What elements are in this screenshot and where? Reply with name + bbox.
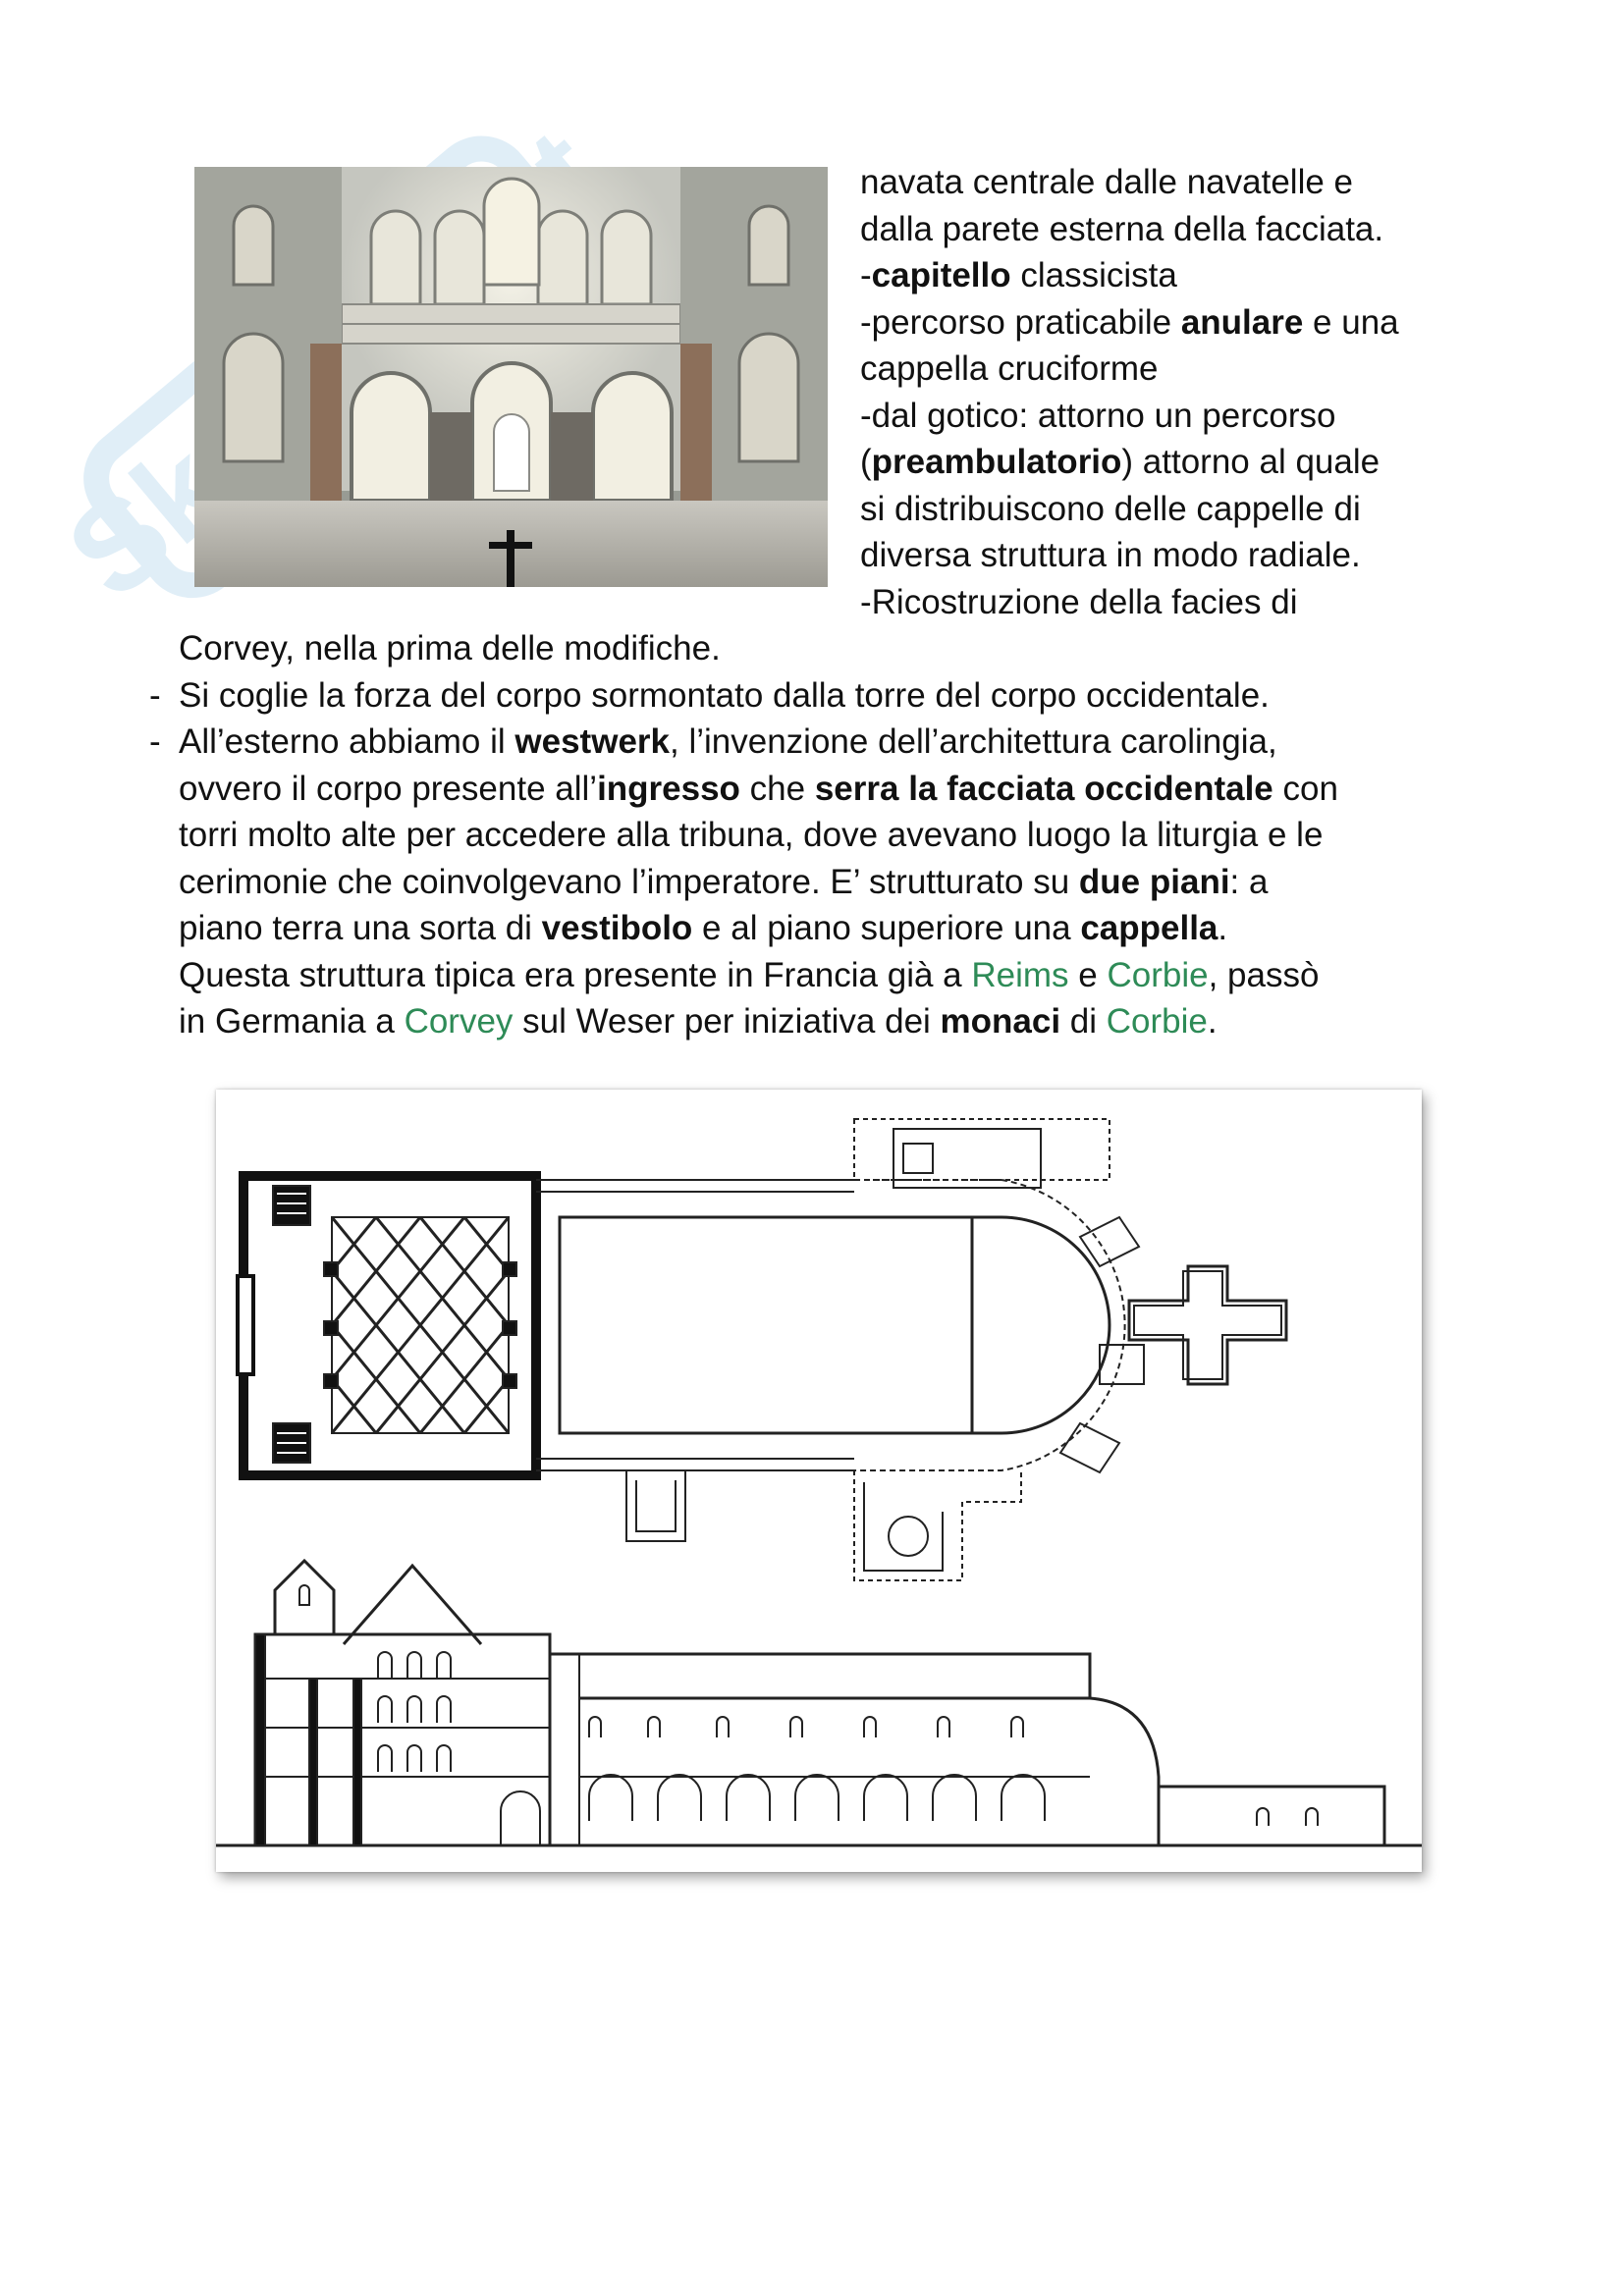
text-run: ) attorno al quale — [1121, 443, 1380, 481]
text-run: , passò — [1208, 955, 1320, 994]
text-run: - — [860, 256, 872, 294]
text-run: Si coglie la forza del corpo sormontato dalla torre del corpo occidentale. — [179, 675, 1270, 715]
text-run: navata centrale dalle navatelle e — [860, 163, 1354, 201]
text-run: cerimonie che coinvolgevano l’imperatore. E’ strutturato su — [179, 862, 1079, 901]
bullet-dash: - — [149, 722, 161, 761]
text-line — [860, 252, 1399, 299]
text-line — [860, 346, 1399, 393]
place-name: Reims — [971, 955, 1069, 994]
church-interior-photo — [194, 167, 828, 587]
text-run: -percorso praticabile — [860, 302, 1181, 342]
text-line — [149, 766, 1338, 813]
text-run: . — [1218, 909, 1228, 947]
bullet-line — [149, 672, 1338, 720]
text-run: e al piano superiore una — [692, 909, 1081, 947]
plan-and-section-drawing — [216, 1090, 1422, 1872]
text-run: dalla parete esterna della facciata. — [860, 209, 1384, 248]
text-line — [860, 486, 1399, 533]
text-run: e una — [1303, 302, 1399, 342]
text-run: piano terra una sorta di — [179, 909, 542, 947]
text-run: classicista — [1010, 256, 1177, 294]
text-run: Questa struttura tipica era presente in Francia già a — [179, 955, 972, 994]
bold-term: cappella — [1080, 909, 1218, 947]
text-line — [860, 579, 1399, 626]
text-run: . — [1207, 1002, 1218, 1041]
text-line — [860, 439, 1399, 486]
bold-term: anulare — [1180, 302, 1304, 342]
text-line — [860, 393, 1399, 440]
text-run: All’esterno abbiamo il — [179, 722, 515, 761]
bold-term: westwerk — [514, 722, 670, 761]
text-run: -dal gotico: attorno un percorso — [860, 396, 1336, 435]
place-name: Corbie — [1106, 1002, 1208, 1041]
text-line — [149, 812, 1338, 859]
text-line — [149, 998, 1338, 1045]
text-run: in Germania a — [179, 1002, 405, 1041]
text-run: sul Weser per iniziativa dei — [513, 1002, 941, 1041]
text-run: con — [1272, 769, 1338, 808]
bullet-line — [149, 719, 1338, 766]
text-line — [860, 159, 1399, 206]
text-line — [149, 859, 1338, 906]
bold-term: vestibolo — [541, 909, 693, 947]
text-line — [149, 905, 1338, 952]
text-run: diversa struttura in modo radiale. — [860, 536, 1361, 574]
bold-term: ingresso — [597, 769, 740, 808]
text-run: : a — [1229, 862, 1269, 901]
text-run: Corvey, nella prima delle modifiche. — [179, 629, 721, 667]
text-run: cappella cruciforme — [860, 349, 1159, 388]
right-column-text — [860, 159, 1399, 625]
text-run: che — [739, 769, 815, 808]
bullet-dash: - — [149, 675, 161, 715]
text-line — [860, 532, 1399, 579]
main-paragraph — [149, 625, 1338, 1045]
text-run: di — [1060, 1002, 1107, 1041]
text-run: -Ricostruzione della facies di — [860, 582, 1298, 621]
bold-term: due piani — [1078, 862, 1230, 901]
text-run: si distribuiscono delle cappelle di — [860, 489, 1361, 528]
text-line — [860, 206, 1399, 253]
text-run: e — [1068, 955, 1108, 994]
text-line — [149, 625, 1338, 672]
bold-term: monaci — [940, 1002, 1061, 1041]
bold-term: preambulatorio — [871, 443, 1122, 481]
text-run: ( — [860, 443, 872, 481]
bold-term: serra la facciata occidentale — [814, 769, 1273, 808]
text-run: torri molto alte per accedere alla tribuna, dove avevano luogo la liturgia e le — [179, 816, 1324, 854]
place-name: Corbie — [1107, 955, 1209, 994]
text-run: ovvero il corpo presente all’ — [179, 769, 598, 808]
bold-term: capitello — [871, 256, 1011, 294]
text-line — [149, 952, 1338, 999]
text-line — [860, 299, 1399, 347]
place-name: Corvey — [404, 1002, 514, 1041]
text-run: , l’invenzione dell’architettura carolingia, — [670, 722, 1277, 761]
